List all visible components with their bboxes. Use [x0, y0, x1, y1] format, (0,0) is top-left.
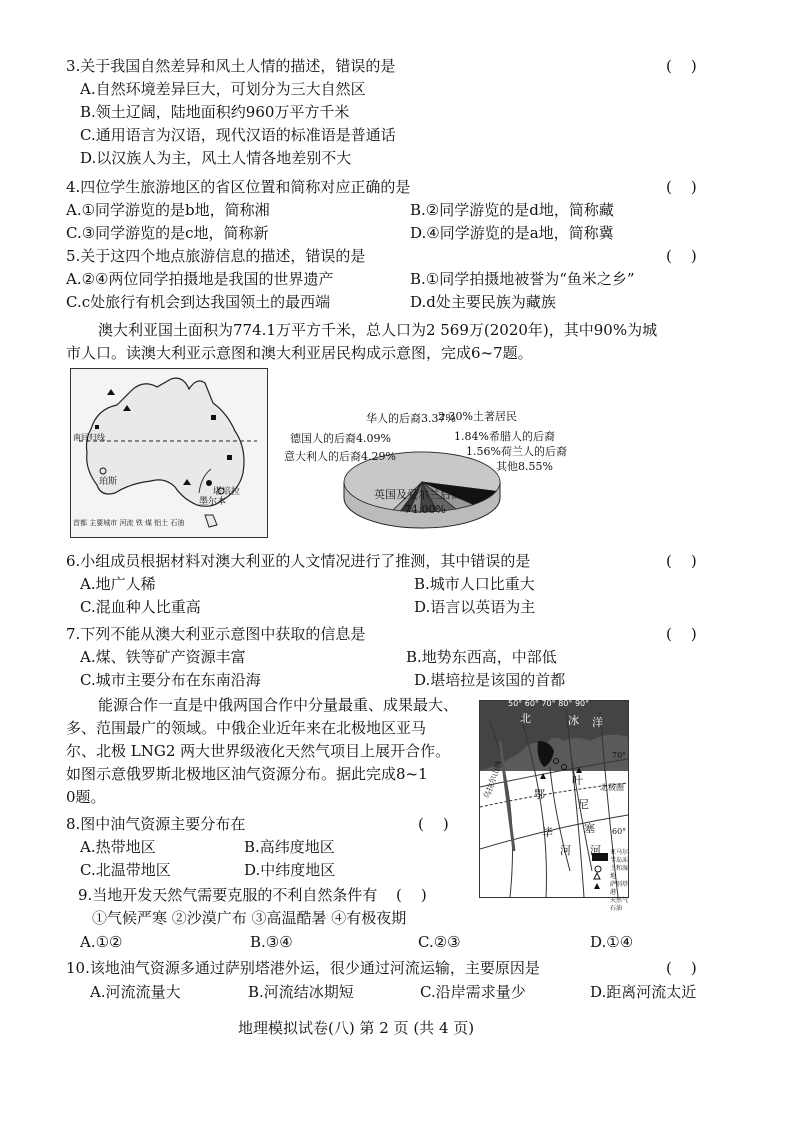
q3-option-c: C.通用语言为汉语，现代汉语的标准语是普通话 [80, 126, 396, 144]
q4-option-d: D.④同学游览的是a地，简称冀 [410, 224, 614, 242]
pie-label-italian: 意大利人的后裔4.29% [284, 450, 396, 463]
q7-option-d: D.堪培拉是该国的首都 [414, 671, 566, 689]
melbourne-label: 墨尔本 [199, 497, 227, 507]
q7-option-a: A.煤、铁等矿产资源丰富 [80, 648, 246, 666]
q6-option-d: D.语言以英语为主 [414, 598, 536, 616]
label-bi: 毕 [542, 826, 553, 839]
q8-stem: 8.图中油气资源主要分布在 [66, 815, 246, 833]
label-e: 鄂 [534, 788, 545, 801]
legend-bauxite: 铝土 [154, 519, 169, 527]
label-bei: 北 [520, 712, 531, 725]
legend-capital: 首都 [73, 519, 87, 527]
q8-option-c: C.北温带地区 [80, 861, 171, 879]
pie-label-british-pct: 74.00% [404, 503, 446, 516]
q8-option-d: D.中纬度地区 [244, 861, 336, 879]
q6-option-a: A.地广人稀 [80, 575, 156, 593]
tropic-label: 南回归线 [73, 433, 105, 442]
population-pie-chart [286, 400, 576, 540]
q9-answer-paren[interactable]: ( ) [396, 886, 427, 904]
canberra-label: 堪培拉 [213, 487, 241, 497]
q3-option-d: D.以汉族人为主，风土人情各地差别不大 [80, 149, 352, 167]
legend-gas: 天然气 [610, 897, 629, 904]
pie-label-aboriginal: 2.30%土著居民 [438, 410, 517, 423]
intro2-line1: 能源合作一直是中俄两国合作中分量最重、成果最大、 [98, 696, 459, 714]
q9-option-a: A.①② [80, 933, 123, 951]
lon-60: 60° [524, 699, 539, 708]
q4-option-c: C.③同学游览的是c地，简称新 [66, 224, 269, 242]
map2-legend [610, 849, 628, 913]
q5-option-b: B.①同学拍摄地被誉为“鱼米之乡” [410, 270, 635, 288]
arctic-circle-label: 北极圈 [600, 783, 624, 792]
legend-oil: 石油 [170, 519, 185, 527]
legend-city: 主要城市 [89, 519, 118, 527]
intro1-line1: 澳大利亚国土面积为774.1万平方千米，总人口为2 569万(2020年)，其中90%为城 [98, 321, 658, 339]
lon-50: 50° [508, 699, 523, 708]
q9-option-b: B.③④ [250, 933, 293, 951]
q3-option-b: B.领土辽阔，陆地面积约960万平方千米 [80, 103, 350, 121]
intro2-line4: 如图示意俄罗斯北极地区油气资源分布。据此完成8~1 [66, 765, 428, 783]
q3-option-a: A.自然环境差异巨大，可划分为三大自然区 [80, 80, 366, 98]
q7-option-b: B.地势东西高，中部低 [406, 648, 557, 666]
pie-label-german: 德国人的后裔4.09% [290, 432, 391, 445]
pie-label-other: 其他8.55% [496, 460, 553, 473]
intro2-line3: 尔、北极 LNG2 两大世界级液化天然气项目上展开合作。 [66, 742, 451, 760]
q7-answer-paren[interactable]: ( ) [666, 625, 697, 643]
intro2-line5: 0题。 [66, 788, 106, 806]
perth-label: 珀斯 [99, 477, 118, 487]
q3-answer-paren[interactable]: ( ) [666, 57, 697, 75]
q6-option-b: B.城市人口比重大 [414, 575, 535, 593]
label-ural: 乌拉尔山脉 [482, 759, 505, 801]
intro1-line2: 市人口。读澳大利亚示意图和澳大利亚居民构成示意图，完成6~7题。 [66, 344, 533, 362]
lon-80: 80° [558, 699, 573, 708]
q4-answer-paren[interactable]: ( ) [666, 178, 697, 196]
legend-river: 河流 [119, 519, 134, 527]
q4-option-b: B.②同学游览的是d地，简称藏 [410, 201, 614, 219]
q6-option-c: C.混血种人比重高 [80, 598, 201, 616]
russia-arctic-map [479, 699, 629, 912]
label-he-1: 河 [560, 844, 571, 857]
q10-option-d: D.距离河流太近 [590, 983, 697, 1001]
intro2-line2: 多、范围最广的领域。中俄企业近年来在北极地区亚马 [66, 719, 427, 737]
q8-option-b: B.高纬度地区 [244, 838, 335, 856]
label-ni: 尼 [578, 798, 589, 811]
label-ye: 叶 [572, 774, 583, 787]
q9-stem: 9.当地开发天然气需要克服的不利自然条件有 [78, 886, 378, 904]
label-sai: 塞 [584, 822, 595, 835]
map1-legend [73, 519, 263, 527]
label-he-2: 河 [590, 844, 601, 857]
lon-90: 90° [574, 699, 590, 708]
legend-iron: 铁 [135, 519, 143, 527]
q10-stem: 10.该地油气资源多通过萨别塔港外运，很少通过河流运输，主要原因是 [66, 959, 540, 977]
q10-option-a: A.河流流量大 [90, 983, 181, 1001]
q8-option-a: A.热带地区 [80, 838, 156, 856]
pie-label-dutch: 1.56%荷兰人的后裔 [466, 445, 567, 458]
q9-option-d: D.①④ [590, 933, 634, 951]
legend-yamal: 亚马尔半岛冻土和湿地 [610, 849, 629, 880]
label-bing: 冰 [568, 714, 579, 727]
q5-answer-paren[interactable]: ( ) [666, 247, 697, 265]
q6-answer-paren[interactable]: ( ) [666, 552, 697, 570]
pie-label-british: 英国及爱尔兰后裔 [374, 488, 462, 501]
lat-60: 60° [612, 827, 627, 836]
pie-label-greek: 1.84%希腊人的后裔 [454, 430, 555, 443]
q4-stem: 4.四位学生旅游地区的省区位置和简称对应正确的是 [66, 178, 411, 196]
q10-option-b: B.河流结冰期短 [248, 983, 354, 1001]
legend-oil2: 石油 [610, 905, 623, 912]
label-yang: 洋 [592, 716, 603, 729]
q8-answer-paren[interactable]: ( ) [418, 815, 449, 833]
pie-label-chinese: 华人的后裔3.37% [366, 412, 456, 425]
q7-stem: 7.下列不能从澳大利亚示意图中获取的信息是 [66, 625, 366, 643]
q5-stem: 5.关于这四个地点旅游信息的描述，错误的是 [66, 247, 366, 265]
australia-map [70, 368, 268, 538]
longitude-labels [508, 699, 589, 709]
q9-sub-choices: ①气候严寒 ②沙漠广布 ③高温酷暑 ④有极夜期 [92, 909, 407, 927]
page-footer: 地理模拟试卷(八) 第 2 页 (共 4 页) [238, 1019, 475, 1037]
q4-option-a: A.①同学游览的是b地，简称湘 [66, 201, 270, 219]
q10-option-c: C.沿岸需求量少 [420, 983, 526, 1001]
lon-70: 70° [541, 699, 556, 708]
legend-sabetta: 萨别塔港 [610, 881, 629, 896]
legend-coal: 煤 [144, 519, 152, 527]
q5-option-a: A.②④两位同学拍摄地是我国的世界遗产 [66, 270, 334, 288]
q5-option-c: C.c处旅行有机会到达我国领土的最西端 [66, 293, 331, 311]
lat-70: 70° [612, 751, 627, 760]
q9-option-c: C.②③ [418, 933, 461, 951]
q10-answer-paren[interactable]: ( ) [666, 959, 697, 977]
q3-stem: 3.关于我国自然差异和风土人情的描述，错误的是 [66, 57, 396, 75]
q5-option-d: D.d处主要民族为藏族 [410, 293, 556, 311]
q6-stem: 6.小组成员根据材料对澳大利亚的人文情况进行了推测，其中错误的是 [66, 552, 531, 570]
q7-option-c: C.城市主要分布在东南沿海 [80, 671, 261, 689]
